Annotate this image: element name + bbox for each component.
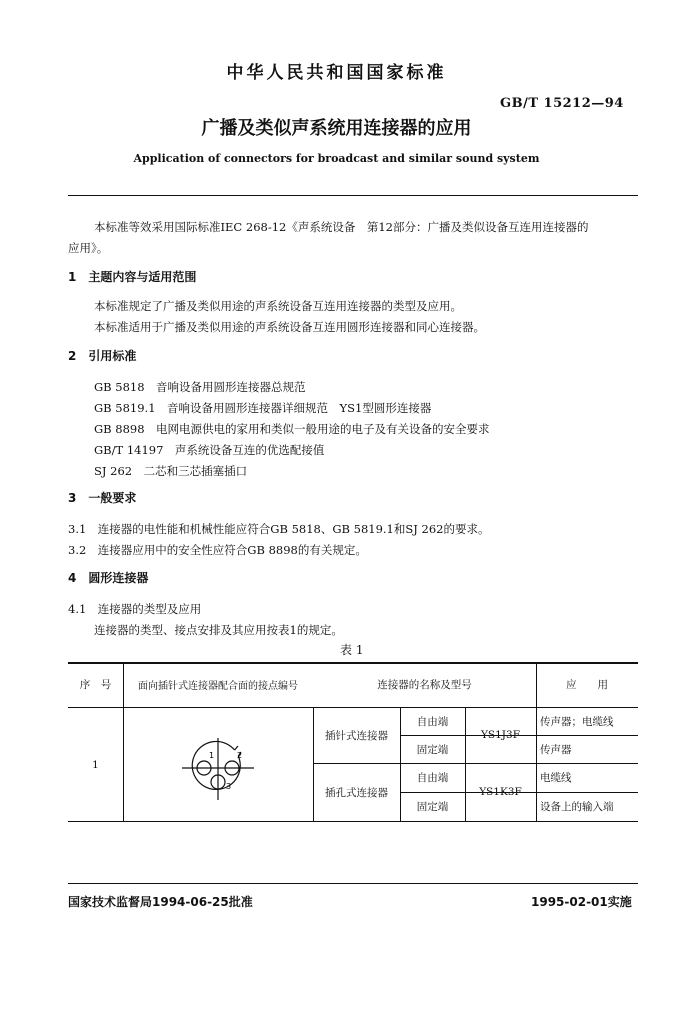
model-number: YS1K3F	[479, 786, 522, 798]
section-4-heading: 4 圆形连接器	[68, 571, 149, 585]
clause-4-1: 4.1 连接器的类型及应用	[68, 602, 202, 616]
end-type: 固定端	[416, 743, 449, 756]
standard-number: GB/T 15212—94	[500, 96, 624, 111]
intro-line-1: 本标准等效采用国际标准IEC 268-12《声系统设备 第12部分：广播及类似设备互连用连接器的	[94, 220, 589, 234]
pin-layout-diagram	[178, 734, 258, 802]
document-title-cn: 广播及类似声系统用连接器的应用	[201, 118, 472, 139]
clause-3-1: 3.1 连接器的电性能和机械性能应符合GB 5818、GB 5819.1和SJ 262的要求。	[68, 522, 490, 536]
row-seq: 1	[92, 758, 99, 771]
pin-label-2: 2	[237, 751, 243, 760]
reference-item: GB 5818 音响设备用圆形连接器总规范	[94, 380, 306, 394]
header-contact: 面向插针式连接器配合面的接点编号	[138, 681, 298, 692]
application: 设备上的输入端	[540, 801, 614, 813]
connector-name-socket: 插孔式连接器	[325, 786, 388, 799]
pin-label-1: 1	[209, 751, 215, 760]
reference-item: GB 5819.1 音响设备用圆形连接器详细规范 YS1型圆形连接器	[94, 401, 432, 415]
section-1-paragraph-1: 本标准规定了广播及类似用途的声系统设备互连用连接器的类型及应用。	[94, 299, 462, 313]
reference-item: GB 8898 电网电源供电的家用和类似一般用途的电子及有关设备的安全要求	[94, 422, 490, 436]
connector-name-pin: 插针式连接器	[325, 729, 388, 742]
section-3-heading: 3 一般要求	[68, 491, 137, 505]
top-divider	[68, 195, 638, 196]
header-app: 应 用	[566, 679, 608, 691]
header-seq: 序 号	[79, 679, 112, 691]
end-type: 自由端	[416, 772, 449, 784]
approval-date: 国家技术监督局1994-06-25批准	[68, 895, 253, 909]
model-number: YS1J3F	[481, 729, 520, 741]
pin-label-3: 3	[226, 782, 232, 791]
application: 传声器	[540, 743, 572, 756]
section-1-paragraph-2: 本标准适用于广播及类似用途的声系统设备互连用圆形连接器和同心连接器。	[94, 320, 485, 334]
connector-table	[68, 662, 638, 822]
section-1-heading: 1 主题内容与适用范围	[68, 270, 197, 284]
end-type: 固定端	[416, 801, 449, 813]
end-type: 自由端	[416, 715, 449, 728]
header-name: 连接器的名称及型号	[377, 679, 472, 691]
reference-item: GB/T 14197 声系统设备互连的优选配接值	[94, 443, 325, 457]
reference-item: SJ 262 二芯和三芯插塞插口	[94, 464, 248, 478]
document-title-en: Application of connectors for broadcast and similar sound system	[133, 152, 540, 165]
implementation-date: 1995-02-01实施	[531, 895, 632, 909]
intro-line-2: 应用》。	[68, 241, 109, 255]
table-title: 表 1	[340, 643, 364, 657]
application: 电缆线	[540, 772, 572, 784]
application: 传声器；电缆线	[540, 715, 614, 728]
bottom-divider	[68, 883, 638, 884]
clause-3-2: 3.2 连接器应用中的安全性应符合GB 8898的有关规定。	[68, 543, 367, 557]
section-2-heading: 2 引用标准	[68, 349, 137, 363]
clause-4-1-paragraph: 连接器的类型、接点安排及其应用按表1的规定。	[94, 623, 343, 637]
issuing-organization: 中华人民共和国国家标准	[226, 63, 447, 83]
connector-shell-outline	[192, 741, 243, 789]
